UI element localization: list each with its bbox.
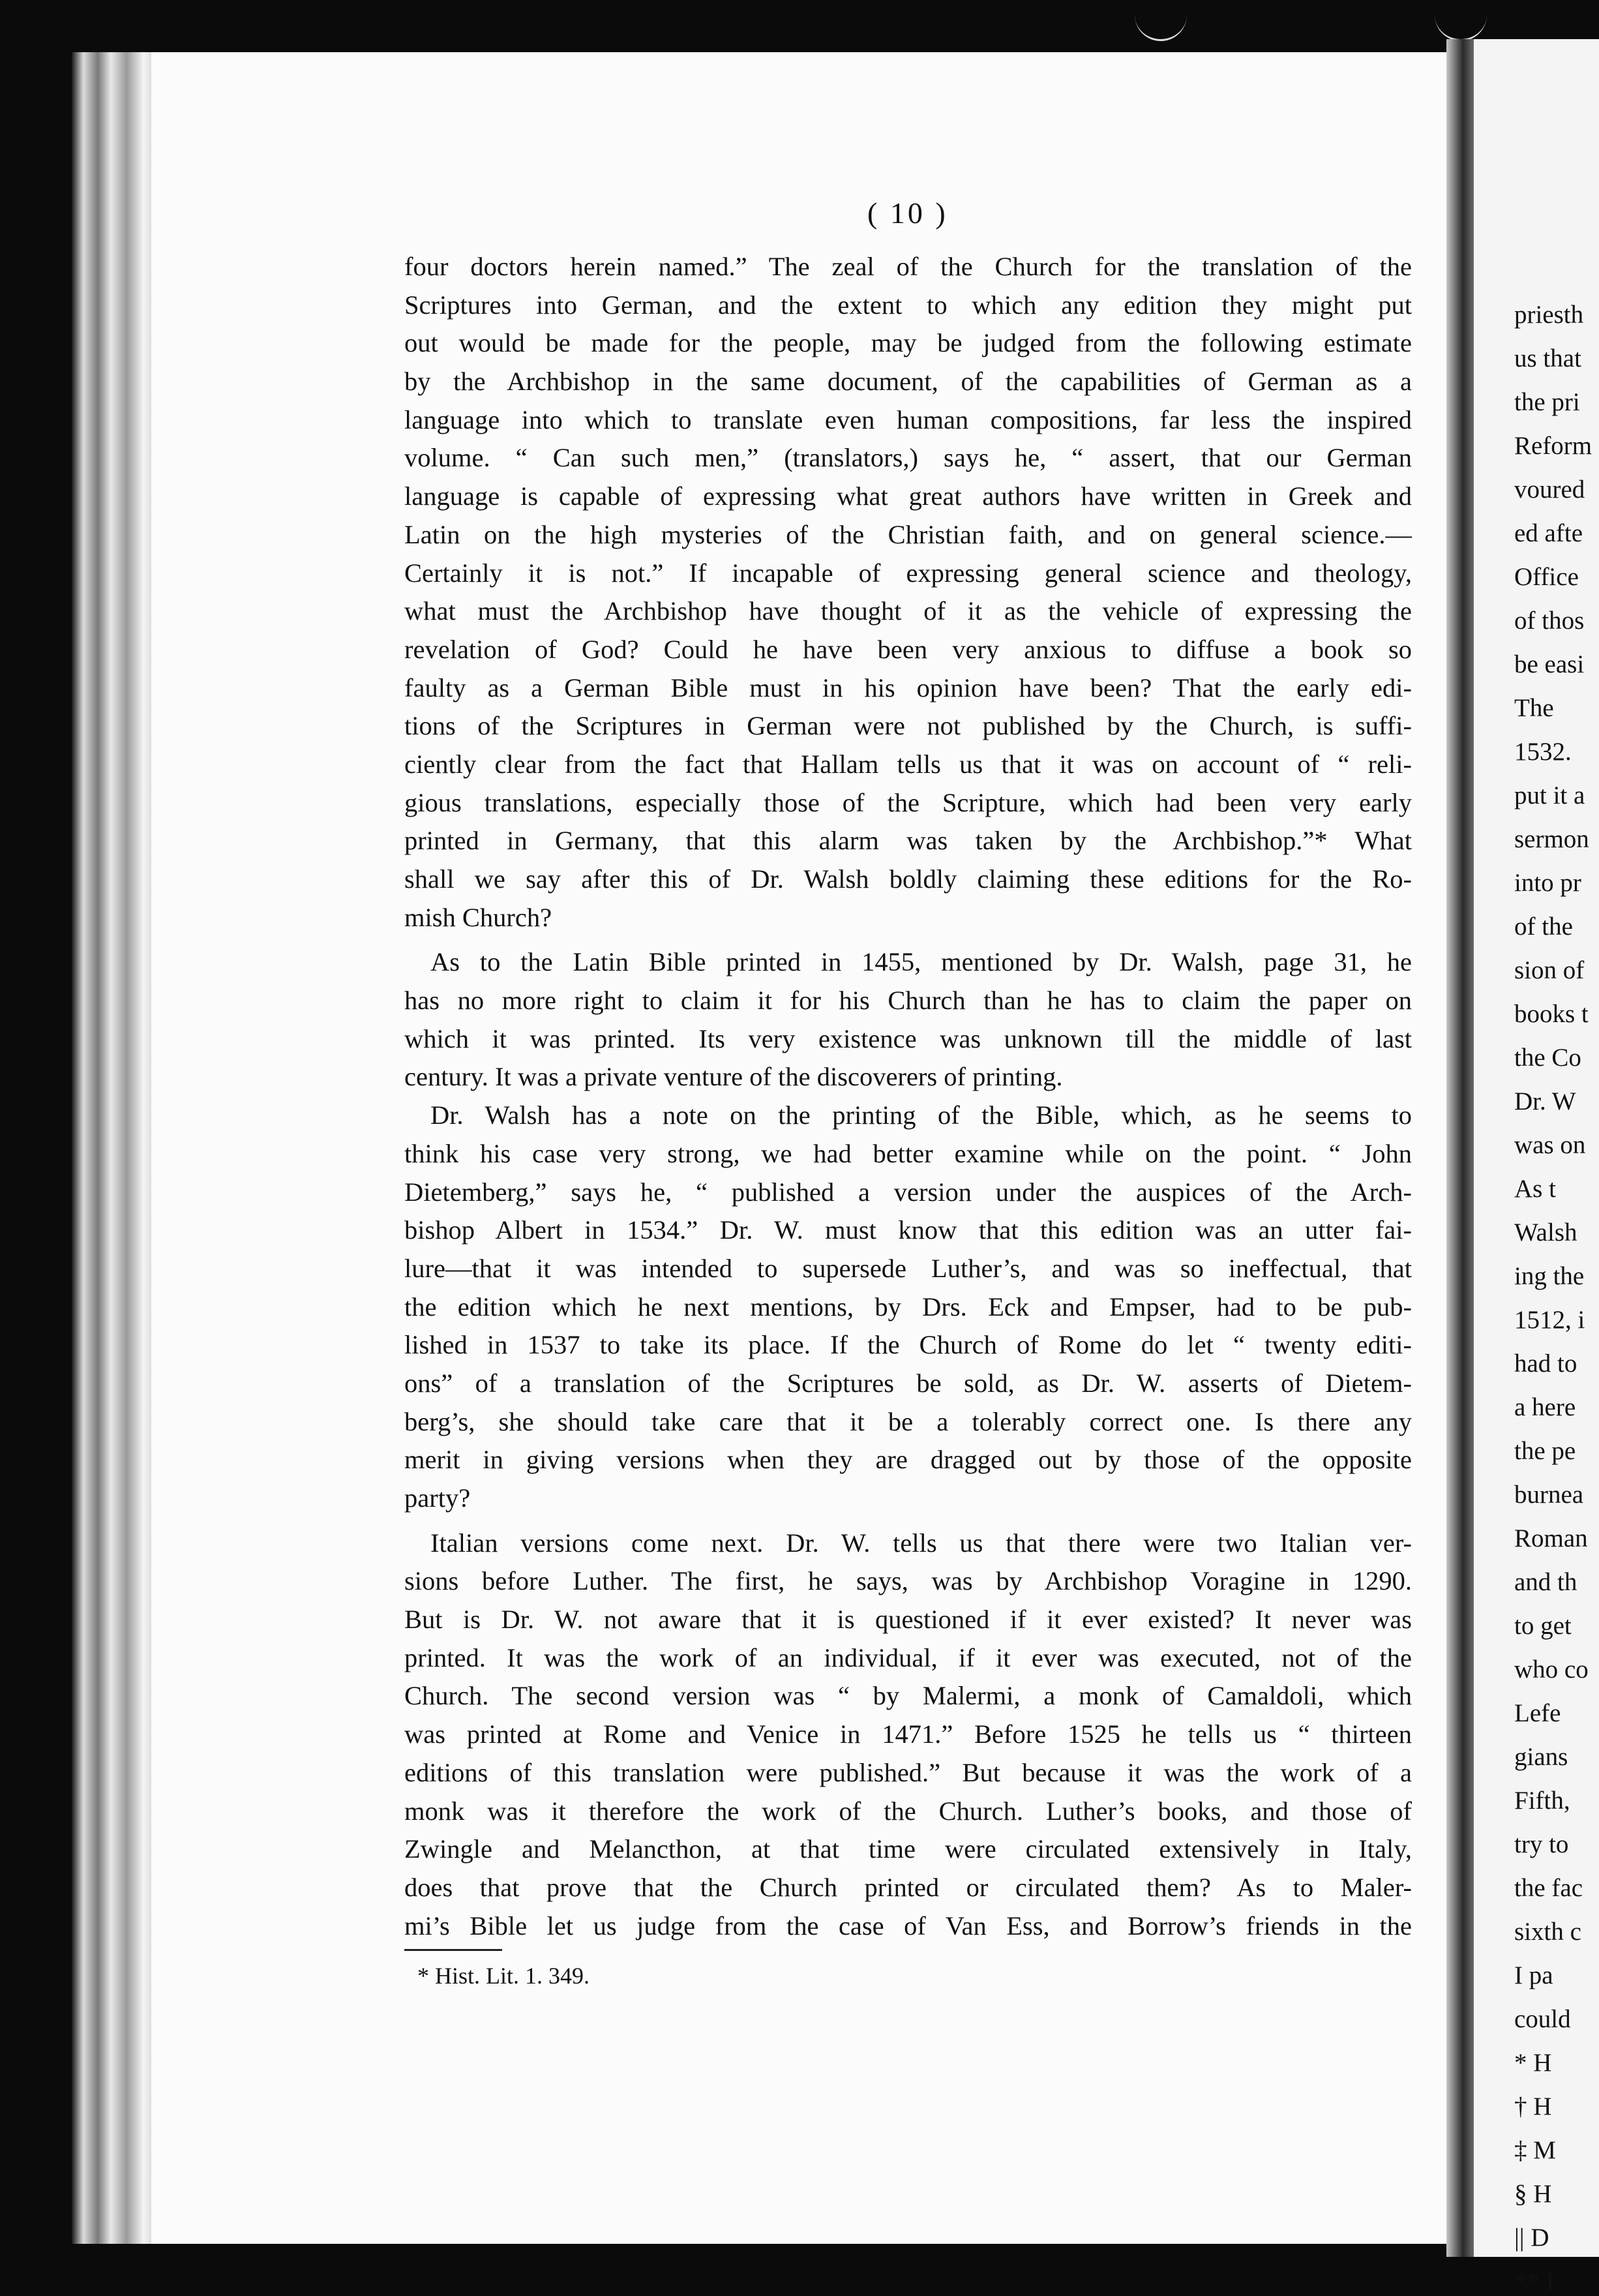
- text-line: Latin on the high mysteries of the Christian faith, and on general science.—: [404, 519, 1412, 549]
- facing-page-line: sixth c: [1514, 1918, 1581, 1946]
- text-line: revelation of God? Could he have been very anxious to diffuse a book so: [404, 634, 1412, 664]
- facing-page-line: the Co: [1514, 1044, 1581, 1072]
- facing-page-line: Walsh: [1514, 1218, 1577, 1246]
- text-line: Italian versions come next. Dr. W. tells us that there were two Italian ver-: [430, 1528, 1412, 1558]
- text-line: which it was printed. Its very existence was unknown till the middle of last: [404, 1023, 1412, 1053]
- facing-page-line: the pri: [1514, 388, 1580, 416]
- text-line: mi’s Bible let us judge from the case of Van Ess, and Borrow’s friends in the: [404, 1911, 1412, 1941]
- text-line: volume. “ Can such men,” (translators,) says he, “ assert, that our German: [404, 443, 1412, 473]
- text-line: ons” of a translation of the Scriptures be sold, as Dr. W. asserts of Dietem-: [404, 1368, 1412, 1398]
- facing-page-line: and th: [1514, 1568, 1577, 1596]
- facing-page-fragment: [1474, 39, 1599, 2295]
- text-line: Zwingle and Melancthon, at that time were circulated extensively in Italy,: [404, 1834, 1412, 1864]
- facing-page-line: sion of: [1514, 956, 1585, 984]
- text-line: has no more right to claim it for his Church than he has to claim the paper on: [404, 986, 1412, 1016]
- text-line: Scriptures into German, and the extent to which any edition they might put: [404, 290, 1412, 320]
- facing-page-line: Lefe: [1514, 1699, 1561, 1727]
- text-line: mish Church?: [404, 902, 552, 932]
- facing-page-line: voured: [1514, 476, 1585, 504]
- text-line: what must the Archbishop have thought of it as the vehicle of expressing the: [404, 596, 1412, 626]
- page-edges: [72, 52, 157, 2244]
- text-line: think his case very strong, we had better examine while on the point. “ John: [404, 1138, 1412, 1168]
- text-line: language into which to translate even human compositions, far less the inspired: [404, 404, 1412, 434]
- text-line: Dietemberg,” says he, “ published a version under the auspices of the Arch-: [404, 1177, 1412, 1207]
- text-line: lished in 1537 to take its place. If the Church of Rome do let “ twenty editi-: [404, 1330, 1412, 1360]
- facing-page-line: try to: [1514, 1830, 1569, 1858]
- text-line: printed in Germany, that this alarm was taken by the Archbishop.”* What: [404, 826, 1412, 856]
- scan-artifact: [1135, 0, 1187, 41]
- text-line: editions of this translation were published.” But because it was the work of a: [404, 1757, 1412, 1787]
- text-line: As to the Latin Bible printed in 1455, mentioned by Dr. Walsh, page 31, he: [430, 947, 1412, 977]
- facing-page-line: * H: [1514, 2049, 1552, 2077]
- facing-page-line: who co: [1514, 1655, 1589, 1684]
- paragraph-gap: [404, 1518, 1412, 1524]
- text-line: language is capable of expressing what great authors have written in Greek and: [404, 481, 1412, 511]
- scan-artifact: [1435, 0, 1487, 41]
- text-line: gious translations, especially those of the Scripture, which had been very early: [404, 787, 1412, 817]
- facing-page-line: of thos: [1514, 607, 1585, 635]
- text-line: merit in giving versions when they are dragged out by those of the opposite: [404, 1445, 1412, 1475]
- text-line: four doctors herein named.” The zeal of the Church for the translation of the: [404, 252, 1412, 281]
- text-line: printed. It was the work of an individual, if it ever was executed, not of the: [404, 1642, 1412, 1672]
- facing-page-line: the pe: [1514, 1437, 1576, 1465]
- facing-page-line: put it a: [1514, 781, 1585, 809]
- facing-page-line: § H: [1514, 2180, 1552, 2208]
- text-line: faulty as a German Bible must in his opinion have been? That the early edi-: [404, 672, 1412, 702]
- facing-page-line: ‡ M: [1514, 2136, 1556, 2164]
- facing-page-line: Fifth,: [1514, 1787, 1570, 1815]
- text-line: ciently clear from the fact that Hallam tells us that it was on account of “ reli-: [404, 749, 1412, 779]
- facing-page-line: ing the: [1514, 1262, 1585, 1290]
- facing-page-line: ed afte: [1514, 519, 1583, 547]
- facing-page-line: I pa: [1514, 1961, 1553, 1989]
- facing-page-line: books t: [1514, 1000, 1589, 1028]
- facing-page-line: had to: [1514, 1350, 1577, 1378]
- facing-page-line: burnea: [1514, 1481, 1584, 1509]
- text-line: by the Archbishop in the same document, of the capabilities of German as a: [404, 367, 1412, 397]
- text-line: out would be made for the people, may be judged from the following estimate: [404, 328, 1412, 358]
- facing-page-line: a here: [1514, 1393, 1576, 1421]
- page-number: ( 10 ): [867, 196, 948, 230]
- facing-page-line: ** I: [1514, 2267, 1555, 2295]
- facing-page-line: Roman: [1514, 1524, 1588, 1552]
- text-line: Church. The second version was “ by Malermi, a monk of Camaldoli, which: [404, 1681, 1412, 1711]
- facing-page-line: Dr. W: [1514, 1087, 1576, 1115]
- facing-page-line: † H: [1514, 2092, 1552, 2121]
- text-line: But is Dr. W. not aware that it is questioned if it ever existed? It never was: [404, 1605, 1412, 1635]
- facing-page-line: Office: [1514, 563, 1579, 591]
- text-line: the edition which he next mentions, by Drs. Eck and Empser, had to be pub-: [404, 1292, 1412, 1322]
- text-line: century. It was a private venture of the discoverers of printing.: [404, 1062, 1063, 1092]
- text-line: Certainly it is not.” If incapable of expressing general science and theology,: [404, 558, 1412, 588]
- text-line: lure—that it was intended to supersede Luther’s, and was so ineffectual, that: [404, 1253, 1412, 1283]
- text-line: does that prove that the Church printed or circulated them? As to Maler-: [404, 1872, 1412, 1902]
- text-line: monk was it therefore the work of the Church. Luther’s books, and those of: [404, 1796, 1412, 1826]
- facing-page-line: to get: [1514, 1612, 1572, 1640]
- facing-page-line: 1512, i: [1514, 1306, 1585, 1334]
- text-line: tions of the Scriptures in German were not published by the Church, is suffi-: [404, 711, 1412, 741]
- footnote: * Hist. Lit. 1. 349.: [417, 1963, 590, 1989]
- facing-page-line: Reform: [1514, 432, 1592, 460]
- text-line: sions before Luther. The first, he says, was by Archbishop Voragine in 1290.: [404, 1566, 1412, 1596]
- text-line: bishop Albert in 1534.” Dr. W. must know that this edition was an utter fai-: [404, 1215, 1412, 1245]
- text-line: Dr. Walsh has a note on the printing of the Bible, which, as he seems to: [430, 1100, 1412, 1130]
- facing-page-line: gians: [1514, 1743, 1568, 1771]
- footnote-rule: [404, 1949, 502, 1951]
- facing-page-line: priesth: [1514, 301, 1584, 329]
- body-text: [404, 248, 1412, 1945]
- facing-page-line: of the: [1514, 913, 1573, 941]
- facing-page-line: into pr: [1514, 869, 1581, 897]
- facing-page-line: As t: [1514, 1175, 1556, 1203]
- text-line: shall we say after this of Dr. Walsh boldly claiming these editions for the Ro-: [404, 864, 1412, 894]
- text-line: was printed at Rome and Venice in 1471.” Before 1525 he tells us “ thirteen: [404, 1719, 1412, 1749]
- facing-page-line: The: [1514, 694, 1554, 722]
- facing-page-line: be easi: [1514, 650, 1585, 678]
- text-line: berg’s, she should take care that it be a tolerably correct one. Is there any: [404, 1406, 1412, 1436]
- paragraph-gap: [404, 937, 1412, 943]
- book-gutter: [1446, 39, 1474, 2257]
- facing-page-line: us that: [1514, 344, 1581, 372]
- text-line: party?: [404, 1483, 471, 1513]
- facing-page-line: sermon: [1514, 825, 1589, 853]
- facing-page-line: || D: [1514, 2224, 1549, 2252]
- facing-page-line: was on: [1514, 1131, 1586, 1159]
- facing-page-line: 1532.: [1514, 738, 1572, 766]
- facing-page-line: could: [1514, 2005, 1571, 2033]
- facing-page-line: the fac: [1514, 1874, 1583, 1902]
